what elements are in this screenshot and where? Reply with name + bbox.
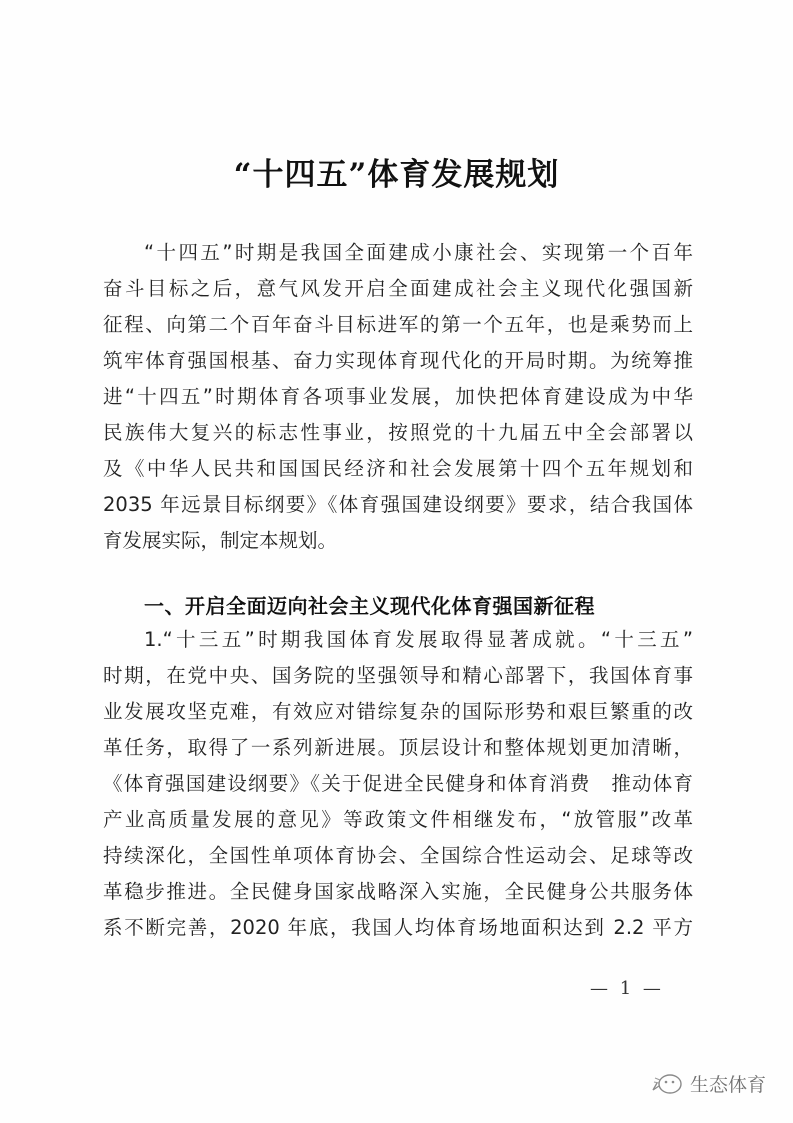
paragraph-line: 及《中华人民共和国国民经济和社会发展第十四个五年规划和 [103,457,693,480]
paragraph-line: 征程、向第二个百年奋斗目标进军的第一个五年，也是乘势而上 [103,313,693,336]
watermark-label: 生态体育 [690,1074,767,1096]
paragraph-line: 1.“十三五”时期我国体育发展取得显著成就。“十三五” [144,628,693,651]
wechat-icon [650,1071,684,1097]
paragraph-line: 持续深化，全国性单项体育协会、全国综合性运动会、足球等改 [103,844,693,867]
paragraph-line: 产业高质量发展的意见》等政策文件相继发布，“放管服”改革 [103,808,693,831]
watermark [650,1070,766,1097]
paragraph-line: 筑牢体育强国根基、奋力实现体育现代化的开局时期。为统筹推 [103,349,693,372]
paragraph-line: 民族伟大复兴的标志性事业，按照党的十九届五中全会部署以 [103,421,693,444]
section-heading: 一、开启全面迈向社会主义现代化体育强国新征程 [144,594,595,618]
paragraph-line: “十四五”时期是我国全面建成小康社会、实现第一个百年 [144,241,693,264]
paragraph-line: 系不断完善，2020 年底，我国人均体育场地面积达到 2.2 平方 [103,916,693,939]
paragraph-line: 进“十四五”时期体育各项事业发展，加快把体育建设成为中华 [103,385,693,408]
document-title: “十四五”体育发展规划 [233,157,560,193]
paragraph-line: 业发展攻坚克难，有效应对错综复杂的国际形势和艰巨繁重的改 [103,700,693,723]
page-number: — 1 — [590,978,661,999]
paragraph-line: 2035 年远景目标纲要》《体育强国建设纲要》要求，结合我国体 [103,493,693,516]
paragraph-line: 时期，在党中央、国务院的坚强领导和精心部署下，我国体育事 [103,664,693,687]
paragraph-line: 奋斗目标之后，意气风发开启全面建成社会主义现代化强国新 [103,277,693,300]
paragraph-line: 革任务，取得了一系列新进展。顶层设计和整体规划更加清晰， [103,736,693,759]
paragraph-line: 育发展实际，制定本规划。 [103,529,338,552]
paragraph-line: 《体育强国建设纲要》《关于促进全民健身和体育消费 推动体育 [103,772,693,795]
section-paragraph [103,622,693,946]
paragraph-line: 革稳步推进。全民健身国家战略深入实施，全民健身公共服务体 [103,880,693,903]
intro-paragraph [103,235,693,559]
